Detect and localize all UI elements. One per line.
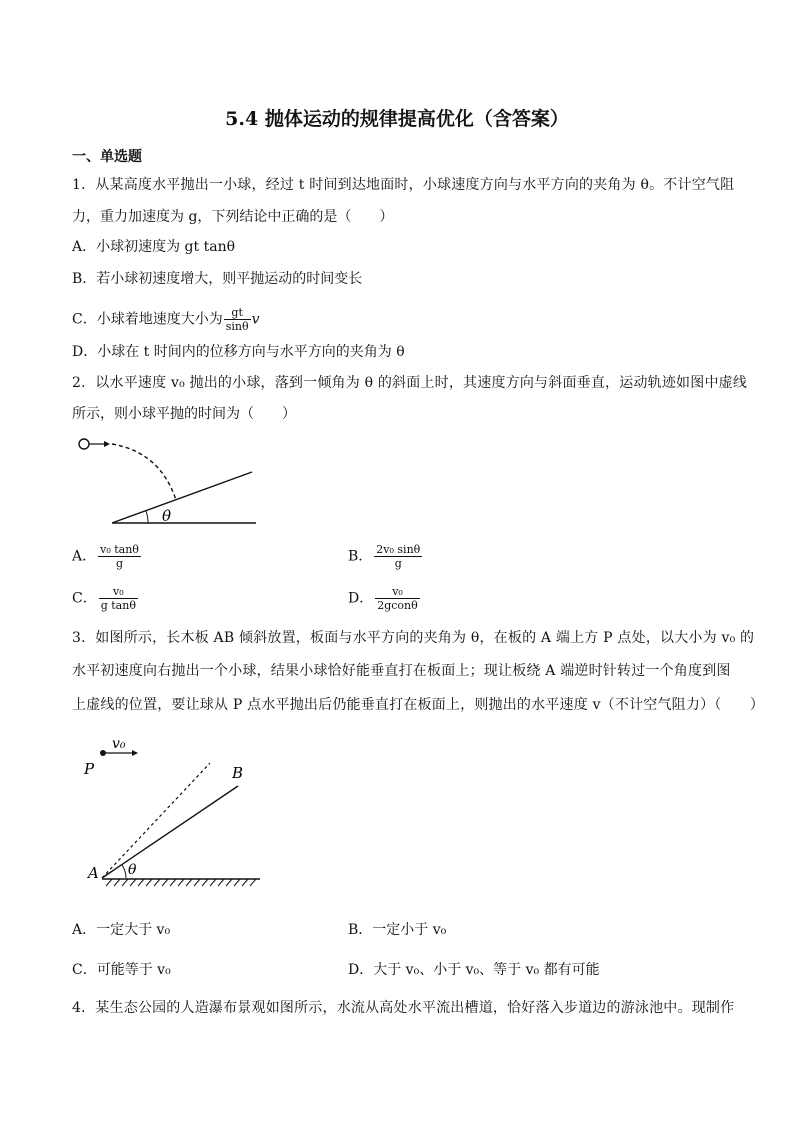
q1-option-c-prefix: C．小球着地速度大小为 <box>72 311 223 328</box>
q3-option-d: D．大于 v₀、小于 v₀、等于 v₀ 都有可能 <box>348 962 600 978</box>
q2-option-a <box>72 543 143 570</box>
arrow-head-icon <box>104 441 110 447</box>
q2-option-c <box>72 585 140 612</box>
angle-label: θ <box>128 862 137 878</box>
q2-incline-figure <box>72 432 272 532</box>
q1-option-b: B．若小球初速度增大，则平抛运动的时间变长 <box>72 271 363 287</box>
q2-stem-line2: 所示，则小球平抛的时间为（ ） <box>72 406 296 422</box>
angle-arc <box>122 865 126 878</box>
fraction-denominator: 2gconθ <box>377 599 418 612</box>
fraction-numerator: 2v₀ sinθ <box>376 543 421 556</box>
incline-line <box>112 472 252 523</box>
q1-option-c-fraction <box>224 306 251 333</box>
section-heading: 一、单选题 <box>72 149 142 165</box>
point-p-label: P <box>84 760 95 778</box>
q2-option-d <box>348 585 422 612</box>
q3-stem-line3: 上虚线的位置，要让球从 P 点水平抛出后仍能垂直打在板面上，则抛出的水平速度 v（不计空气阻力）（ ） <box>72 697 765 713</box>
point-p-marker <box>100 750 106 756</box>
fraction-numerator: v₀ <box>99 585 138 599</box>
q1-option-c-suffix: v <box>251 311 260 328</box>
fraction-denominator: g <box>394 557 402 570</box>
q2-option-d-fraction <box>375 585 420 612</box>
q3-option-b: B．一定小于 v₀ <box>348 922 447 938</box>
arrow-head-icon <box>132 750 138 756</box>
document-title: 5.4 抛体运动的规律提高优化（含答案） <box>225 108 569 130</box>
q1-stem-line2: 力，重力加速度为 g，下列结论中正确的是（ ） <box>72 209 394 225</box>
fraction-denominator: g tanθ <box>100 599 136 612</box>
point-a-label: A <box>88 864 99 882</box>
q1-stem-line1: 1．从某高度水平抛出一小球，经过 t 时间到达地面时，小球速度方向与水平方向的夹角为 θ。不计空气阻 <box>72 177 735 193</box>
point-b-label: B <box>232 764 244 782</box>
ground-hatching <box>106 879 256 886</box>
trajectory-dashed-curve <box>112 444 176 500</box>
q2-option-b-label: B． <box>348 548 373 565</box>
q3-stem-line1: 3．如图所示，长木板 AB 倾斜放置，板面与水平方向的夹角为 θ，在板的 A 端上方 P 点处，以大小为 v₀ 的 <box>72 630 755 646</box>
q2-option-d-label: D． <box>348 590 374 607</box>
q2-option-c-fraction <box>99 585 138 612</box>
q2-option-b-fraction <box>374 543 422 570</box>
q1-option-c <box>72 306 260 333</box>
ball-icon <box>79 439 89 449</box>
board-ab <box>102 786 238 878</box>
q2-option-b <box>348 543 424 570</box>
q2-option-a-label: A． <box>72 548 97 565</box>
q3-option-a: A．一定大于 v₀ <box>72 922 171 938</box>
q4-stem-line1: 4．某生态公园的人造瀑布景观如图所示，水流从高处水平流出槽道，恰好落入步道边的游泳池中。现制作 <box>72 1000 735 1016</box>
rotated-board-dashed <box>102 763 210 878</box>
q3-board-figure <box>78 728 268 888</box>
q1-option-d: D．小球在 t 时间内的位移方向与水平方向的夹角为 θ <box>72 344 405 360</box>
q2-option-c-label: C． <box>72 590 97 607</box>
q3-stem-line2: 水平初速度向右抛出一个小球，结果小球恰好能垂直打在板面上；现让板绕 A 端逆时针转过一个角度到图 <box>72 663 731 679</box>
velocity-label: v₀ <box>112 736 126 752</box>
q2-option-a-fraction <box>98 543 141 570</box>
fraction-numerator: gt <box>224 306 251 320</box>
q3-option-c: C．可能等于 v₀ <box>72 962 171 978</box>
fraction-denominator: g <box>116 557 124 570</box>
q2-stem-line1: 2．以水平速度 v₀ 抛出的小球，落到一倾角为 θ 的斜面上时，其速度方向与斜面垂直，运动轨迹如图中虚线 <box>72 375 748 391</box>
fraction-denominator: sinθ <box>225 320 249 333</box>
fraction-numerator: v₀ tanθ <box>100 543 139 556</box>
fraction-numerator: v₀ <box>375 585 420 599</box>
angle-label: θ <box>162 507 172 525</box>
angle-arc <box>146 511 148 523</box>
q1-option-a: A．小球初速度为 gt tanθ <box>72 239 236 255</box>
